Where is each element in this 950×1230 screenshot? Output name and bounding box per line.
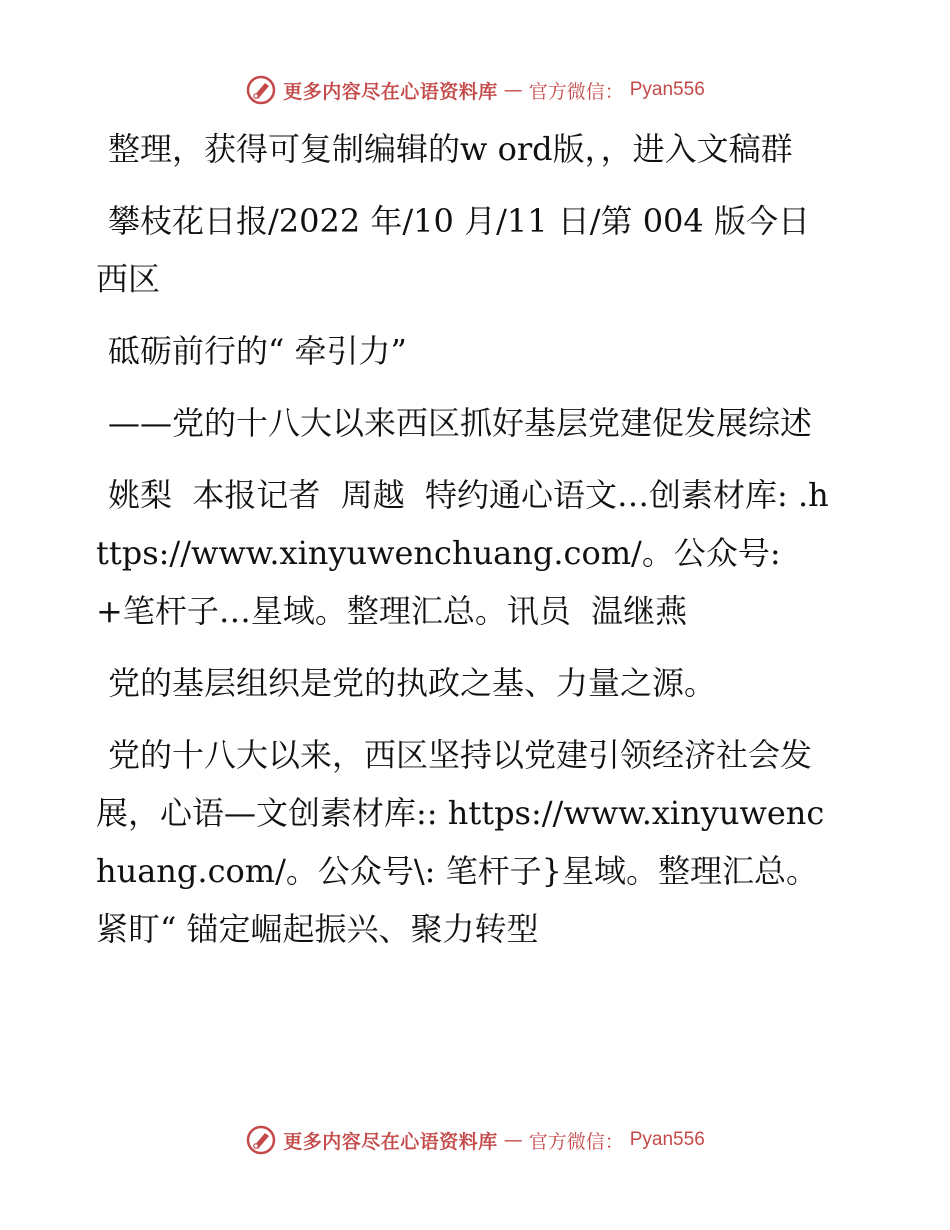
paragraph-source: 攀枝花日报/2022 年/10 月/11 日/第 004 版今日西区: [96, 202, 810, 298]
paragraph-body: 党的十八大以来，西区坚持以党建引领经济社会发展，心语—文创素材库:: https://www.xinyuwenchuang.com/。公众号\: 笔杆子}星域。整理汇总。紧盯“ 锚定崛起振兴、聚力转型: [96, 736, 825, 948]
footer-wechat-label: 官方微信：: [528, 1130, 624, 1153]
header-banner: [0, 70, 950, 110]
footer-banner-dash: —: [503, 1129, 523, 1151]
footer-banner-text: 更多内容尽在心语资料库: [283, 1130, 498, 1153]
pen-logo-icon: [245, 1124, 277, 1156]
header-wechat-id: Pyan556: [629, 79, 705, 100]
footer-banner-inner: [245, 1124, 705, 1156]
pen-logo-icon: [245, 74, 277, 106]
header-wechat-label: 官方微信：: [528, 80, 624, 103]
article-title: 砥砺前行的“ 牵引力”: [108, 332, 407, 370]
article-subtitle: ——党的十八大以来西区抓好基层党建促发展综述: [108, 404, 813, 442]
header-banner-text: 更多内容尽在心语资料库: [283, 80, 498, 103]
header-banner-inner: [245, 74, 705, 106]
footer-banner: [0, 1120, 950, 1160]
footer-wechat-id: Pyan556: [629, 1129, 705, 1150]
header-banner-dash: —: [503, 79, 523, 101]
paragraph-byline: 姚梨 本报记者 周越 特约通心语文…创素材库: .https://www.xinyuwenchuang.com/。公众号: +笔杆子…星域。整理汇总。讯员 温继燕: [96, 476, 829, 630]
document-body: [96, 120, 836, 972]
paragraph-intro: 整理，获得可复制编辑的w ord版，，进入文稿群: [108, 130, 793, 168]
paragraph-lead: 党的基层组织是党的执政之基、力量之源。: [108, 664, 717, 702]
